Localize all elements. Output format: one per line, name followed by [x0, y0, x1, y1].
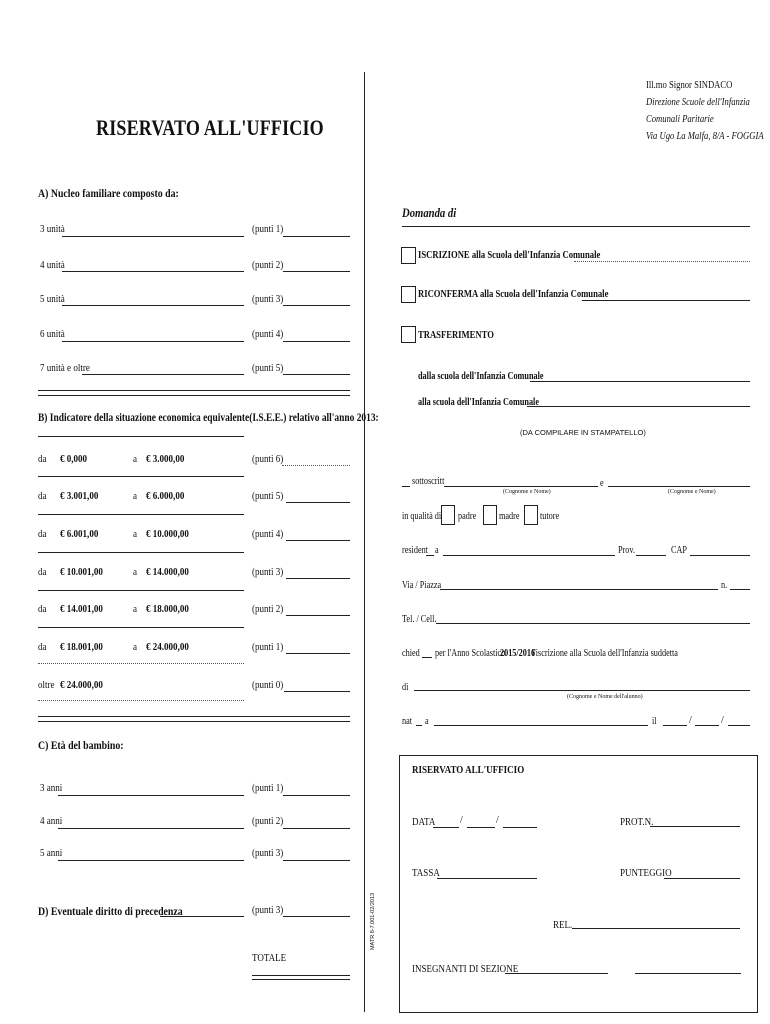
- date-slash: /: [460, 815, 463, 826]
- household-size-label: 6 unità: [40, 328, 65, 340]
- range-mid: a: [133, 453, 138, 465]
- points-field[interactable]: [283, 795, 350, 796]
- chied-text-1: per l'Anno Scolastico: [435, 648, 506, 659]
- household-size-field[interactable]: [62, 341, 244, 342]
- row-underline: [38, 663, 244, 664]
- office-year-field[interactable]: [503, 827, 537, 828]
- date-slash: /: [721, 715, 724, 726]
- trasferimento-checkbox[interactable]: [401, 326, 416, 343]
- teacher-1-field[interactable]: [505, 973, 608, 974]
- household-size-label: 5 unità: [40, 293, 65, 305]
- chied-blank[interactable]: [422, 657, 432, 658]
- tutore-label: tutore: [540, 511, 560, 522]
- range-prefix: da: [38, 566, 47, 578]
- office-day-field[interactable]: [433, 827, 459, 828]
- range-from: € 14.001,00: [60, 603, 103, 615]
- section-c-heading: C) Età del bambino:: [38, 738, 124, 752]
- via-label: Via / Piazza: [402, 580, 442, 591]
- di-label: di: [402, 682, 409, 693]
- riconferma-label: RICONFERMA alla Scuola dell'Infanzia Comunale: [418, 289, 609, 300]
- padre-label: padre: [458, 511, 477, 522]
- trasferimento-label: TRASFERIMENTO: [418, 330, 494, 341]
- points-field[interactable]: [286, 540, 350, 541]
- punteggio-label: PUNTEGGIO: [620, 867, 672, 879]
- via-field[interactable]: [440, 589, 718, 590]
- row-underline: [38, 627, 244, 628]
- household-size-field[interactable]: [62, 236, 244, 237]
- points-field[interactable]: [283, 860, 350, 861]
- sottoscritt-label: sottoscritt: [412, 476, 445, 487]
- heading-rule: [402, 226, 750, 227]
- points-field[interactable]: [286, 578, 350, 579]
- points-label: (punti 3): [252, 904, 284, 916]
- madre-checkbox[interactable]: [483, 505, 497, 525]
- range-from: € 18.001,00: [60, 641, 103, 653]
- age-field[interactable]: [58, 795, 244, 796]
- points-label: (punti 4): [252, 328, 284, 340]
- section-d-label: D) Eventuale diritto di precedenza: [38, 904, 183, 918]
- range-mid: a: [133, 528, 138, 540]
- nat-a-label: a: [425, 716, 429, 727]
- office-month-field[interactable]: [467, 827, 495, 828]
- points-field[interactable]: [283, 916, 350, 917]
- separator-line: [38, 390, 350, 391]
- section-b-heading: B) Indicatore della situazione economica equivalente(I.S.E.E.) relativo all'anno 2013:: [38, 412, 379, 424]
- resident-label: resident: [402, 545, 428, 556]
- total-field[interactable]: [252, 975, 350, 976]
- household-size-field[interactable]: [82, 374, 244, 375]
- heading-underline: [38, 436, 244, 437]
- cognome-nome-hint: (Cognome e Nome): [503, 489, 551, 495]
- il-label: il: [652, 716, 657, 727]
- qualita-label: in qualità di: [402, 511, 442, 522]
- points-field[interactable]: [283, 374, 350, 375]
- points-label: (punti 1): [252, 223, 284, 235]
- punteggio-field[interactable]: [664, 878, 740, 879]
- points-label: (punti 3): [252, 293, 284, 305]
- row-underline: [38, 700, 244, 701]
- office-box-title: RISERVATO ALL'UFFICIO: [412, 764, 525, 776]
- household-size-field[interactable]: [62, 305, 244, 306]
- household-size-label: 4 unità: [40, 259, 65, 271]
- tassa-label: TASSA: [412, 867, 440, 879]
- domanda-heading: Domanda di: [402, 205, 457, 220]
- section-a-heading: A) Nucleo familiare composto da:: [38, 186, 179, 200]
- points-field[interactable]: [283, 828, 350, 829]
- stampatello-note: (DA COMPILARE IN STAMPATELLO): [520, 428, 646, 437]
- points-label: (punti 1): [252, 641, 284, 653]
- birth-month-field[interactable]: [695, 725, 719, 726]
- points-label: (punti 2): [252, 259, 284, 271]
- range-mid: a: [133, 603, 138, 615]
- age-field[interactable]: [58, 860, 244, 861]
- nat-gender-blank[interactable]: [416, 725, 422, 726]
- points-field[interactable]: [286, 615, 350, 616]
- resident-a-label: a: [435, 545, 439, 556]
- teacher-2-field[interactable]: [635, 973, 741, 974]
- points-label: (punti 3): [252, 847, 284, 859]
- range-to: € 24.000,00: [146, 641, 189, 653]
- left-office-title: RISERVATO ALL'UFFICIO: [96, 115, 324, 140]
- signer-name-2-field[interactable]: [608, 486, 750, 487]
- resident-gender-blank[interactable]: [426, 555, 434, 556]
- range-prefix: da: [38, 603, 47, 615]
- points-field[interactable]: [282, 465, 350, 466]
- range-from: € 6.001,00: [60, 528, 99, 540]
- number-field[interactable]: [730, 589, 750, 590]
- points-label: (punti 1): [252, 782, 284, 794]
- range-from: € 3.001,00: [60, 490, 99, 502]
- row-underline: [38, 552, 244, 553]
- total-label: TOTALE: [252, 952, 287, 964]
- range-prefix: da: [38, 528, 47, 540]
- range-from: € 10.001,00: [60, 566, 103, 578]
- separator-line: [38, 721, 350, 722]
- iscrizione-field[interactable]: [574, 261, 750, 262]
- e-label: e: [600, 478, 604, 489]
- separator-line: [38, 395, 350, 396]
- dalla-label: dalla scuola dell'Infanzia Comunale: [418, 371, 544, 382]
- range-to: € 3.000,00: [146, 453, 185, 465]
- total-field-double: [252, 979, 350, 980]
- range-from: € 0,000: [60, 453, 88, 465]
- cap-field[interactable]: [690, 555, 750, 556]
- range-prefix: oltre: [38, 679, 55, 691]
- row-underline: [38, 476, 244, 477]
- date-slash: /: [496, 815, 499, 826]
- points-field[interactable]: [283, 236, 350, 237]
- chied-text-2: l'iscrizione alla Scuola dell'Infanzia suddetta: [532, 648, 678, 659]
- prot-field[interactable]: [650, 826, 740, 827]
- date-slash: /: [689, 715, 692, 726]
- range-to: € 18.000,00: [146, 603, 189, 615]
- range-prefix: da: [38, 490, 47, 502]
- left-panel-border: [364, 72, 365, 1012]
- points-label: (punti 0): [252, 679, 284, 691]
- points-label: (punti 2): [252, 815, 284, 827]
- range-prefix: da: [38, 453, 47, 465]
- separator-line: [38, 716, 350, 717]
- side-code: MATR.8-7.001-02/2013: [370, 892, 376, 950]
- nat-label: nat: [402, 716, 413, 727]
- points-label: (punti 3): [252, 566, 284, 578]
- household-size-field[interactable]: [62, 271, 244, 272]
- prov-label: Prov.: [618, 545, 636, 556]
- points-field[interactable]: [283, 305, 350, 306]
- school-year: 2015/2016: [500, 648, 536, 659]
- padre-checkbox[interactable]: [441, 505, 455, 525]
- age-label: 5 anni: [40, 847, 63, 859]
- row-underline: [38, 590, 244, 591]
- city-field[interactable]: [443, 555, 615, 556]
- range-to: € 10.000,00: [146, 528, 189, 540]
- points-field[interactable]: [283, 341, 350, 342]
- chied-label: chied: [402, 648, 420, 659]
- points-field[interactable]: [286, 653, 350, 654]
- points-label: (punti 2): [252, 603, 284, 615]
- range-to: € 14.000,00: [146, 566, 189, 578]
- gender-blank[interactable]: [402, 486, 410, 487]
- riconferma-checkbox[interactable]: [401, 286, 416, 303]
- age-field[interactable]: [58, 828, 244, 829]
- points-label: (punti 4): [252, 528, 284, 540]
- age-label: 3 anni: [40, 782, 63, 794]
- alunno-hint: (Cognome e Nome dell'alunno): [567, 694, 643, 700]
- madre-label: madre: [499, 511, 520, 522]
- data-label: DATA: [412, 816, 436, 828]
- number-label: n.: [721, 580, 728, 591]
- tassa-field[interactable]: [437, 878, 537, 879]
- range-to: € 6.000,00: [146, 490, 185, 502]
- birthplace-field[interactable]: [434, 725, 648, 726]
- tel-label: Tel. / Cell.: [402, 614, 437, 625]
- insegnanti-label: INSEGNANTI DI SEZIONE: [412, 963, 519, 975]
- points-label: (punti 5): [252, 490, 284, 502]
- cognome-nome-hint: (Cognome e Nome): [668, 489, 716, 495]
- household-size-label: 3 unità: [40, 223, 65, 235]
- address-line-2: Direzione Scuole dell'Infanzia: [646, 97, 750, 108]
- tutore-checkbox[interactable]: [524, 505, 538, 525]
- points-label: (punti 5): [252, 362, 284, 374]
- household-size-label: 7 unità e oltre: [40, 362, 90, 374]
- address-line-1: Ill.mo Signor SINDACO: [646, 80, 733, 91]
- child-name-field[interactable]: [414, 690, 750, 691]
- range-mid: a: [133, 641, 138, 653]
- birth-year-field[interactable]: [728, 725, 750, 726]
- age-label: 4 anni: [40, 815, 63, 827]
- rel-field[interactable]: [572, 928, 740, 929]
- range-prefix: da: [38, 641, 47, 653]
- precedence-field[interactable]: [160, 916, 244, 917]
- tel-field[interactable]: [436, 623, 750, 624]
- alla-label: alla scuola dell'Infanzia Comunale: [418, 397, 539, 408]
- cap-label: CAP: [671, 545, 687, 556]
- riconferma-field[interactable]: [582, 300, 750, 301]
- address-line-3: Comunali Paritarie: [646, 114, 714, 125]
- points-field[interactable]: [283, 271, 350, 272]
- row-underline: [38, 514, 244, 515]
- prov-field[interactable]: [636, 555, 666, 556]
- range-mid: a: [133, 566, 138, 578]
- range-mid: a: [133, 490, 138, 502]
- range-from: € 24.000,00: [60, 679, 103, 691]
- points-field[interactable]: [286, 502, 350, 503]
- iscrizione-label: ISCRIZIONE alla Scuola dell'Infanzia Comunale: [418, 250, 601, 261]
- rel-label: REL.: [553, 919, 573, 931]
- address-line-4: Via Ugo La Malfa, 8/A - FOGGIA: [646, 131, 764, 142]
- points-label: (punti 6): [252, 453, 284, 465]
- iscrizione-checkbox[interactable]: [401, 247, 416, 264]
- signer-name-1-field[interactable]: [444, 486, 598, 487]
- alla-field[interactable]: [527, 406, 750, 407]
- prot-label: PROT.N.: [620, 816, 654, 828]
- dalla-field[interactable]: [530, 381, 750, 382]
- points-field[interactable]: [284, 691, 350, 692]
- birth-day-field[interactable]: [663, 725, 687, 726]
